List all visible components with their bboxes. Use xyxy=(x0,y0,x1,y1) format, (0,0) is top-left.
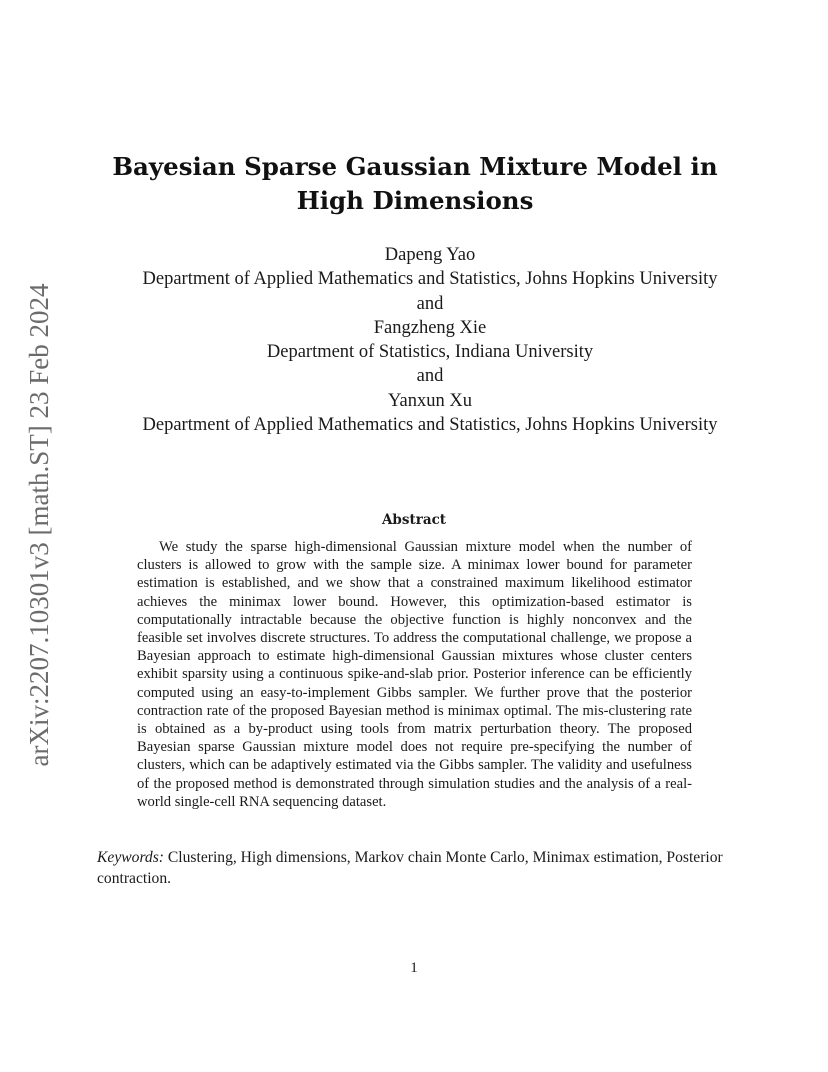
keywords-list: Clustering, High dimensions, Markov chain Monte Carlo, Minimax estimation, Posterior contraction. xyxy=(97,849,723,887)
author-name: Fangzheng Xie xyxy=(373,317,487,338)
abstract-text: We study the sparse high-dimensional Gaussian mixture model when the number of clusters is allowed to grow with the sample size. A minimax lower bound for parameter estimation is established, and we show that a constrained maximum likelihood estimator achieves the minimax lower bound. However, this optimization-based estimator is computationally intractable because the objective function is highly nonconvex and the feasible set involves discrete structures. To address the computational challenge, we propose a Bayesian approach to estimate high-dimensional Gaussian mixtures whose cluster centers exhibit sparsity using a continuous spike-and-slab prior. Posterior inference can be efficiently computed using an easy-to-implement Gibbs sampler. We further prove that the posterior contraction rate of the proposed Bayesian method is minimax optimal. The mis-clustering rate is obtained as a by-product using tools from matrix perturbation theory. The proposed Bayesian sparse Gaussian mixture model does not require pre-specifying the number of clusters, which can be adaptively estimated via the Gibbs sampler. The validity and usefulness of the proposed method is demonstrated through simulation studies and the analysis of a real-world single-cell RNA sequencing dataset. xyxy=(137,539,692,810)
arxiv-identifier: arXiv:2207.10301v3 [math.ST] 23 Feb 2024 xyxy=(24,283,54,767)
arxiv-stamp xyxy=(10,270,68,780)
author-separator: and xyxy=(416,293,444,314)
author-name: Yanxun Xu xyxy=(388,390,472,411)
page-number: 1 xyxy=(410,960,418,976)
author-block xyxy=(90,243,770,437)
abstract-heading: Abstract xyxy=(381,512,447,528)
keywords-label: Keywords: xyxy=(97,849,164,866)
author-affiliation: Department of Applied Mathematics and Statistics, Johns Hopkins University xyxy=(142,415,718,436)
paper-title: Bayesian Sparse Gaussian Mixture Model in High Dimensions xyxy=(112,152,718,215)
author-affiliation: Department of Applied Mathematics and Statistics, Johns Hopkins University xyxy=(142,269,718,290)
author-separator: and xyxy=(416,366,444,387)
keywords xyxy=(97,848,737,889)
author-name: Dapeng Yao xyxy=(384,245,476,265)
author-affiliation: Department of Statistics, Indiana University xyxy=(266,342,594,363)
